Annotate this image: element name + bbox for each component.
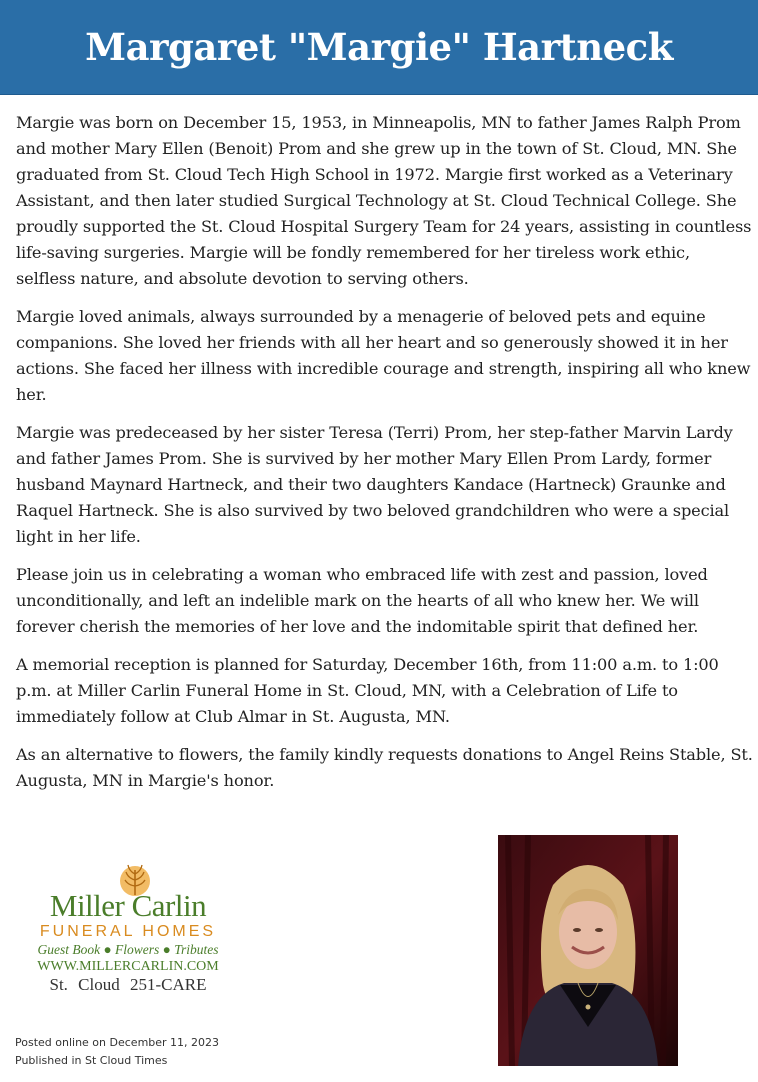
obituary-paragraph: Please join us in celebrating a woman who embraced life with zest and passion, loved unconditionally, and left an indelible mark on the hearts of all who knew her. We will forever cherish the memories of her love and the indomitable spirit that defined her. [16, 565, 708, 636]
portrait-illustration [498, 835, 678, 1066]
page-title: Margaret "Margie" Hartneck [85, 25, 673, 69]
obituary-text [16, 110, 754, 806]
obituary-paragraph: Margie loved animals, always surrounded by a menagerie of beloved pets and equine companions. She loved her friends with all her heart and so generously showed it in her actions. She faced her illness with incredible courage and strength, inspiring all who knew her. [16, 307, 751, 404]
obituary-paragraph: Margie was born on December 15, 1953, in Minneapolis, MN to father James Ralph Prom and mother Mary Ellen (Benoit) Prom and she grew up in the town of St. Cloud, MN. She graduated from St. Cloud Tech High School in 1972. Margie first worked as a Veterinary Assistant, and then later studied Surgical Technology at St. Cloud Technical College. She proudly supported the St. Cloud Hospital Surgery Team for 24 years, assisting in countless life-saving surgeries. Margie will be fondly remembered for her tireless work ethic, selfless nature, and absolute devotion to serving others. [16, 113, 752, 288]
obituary-paragraph: A memorial reception is planned for Saturday, December 16th, from 11:00 a.m. to 1:00 p.m. at Miller Carlin Funeral Home in St. Cloud, MN, with a Celebration of Life to immediately follow at Club Almar in St. Augusta, MN. [16, 655, 719, 726]
funeral-home-website[interactable]: WWW.MILLERCARLIN.COM [37, 959, 219, 974]
obituary-paragraph: Margie was predeceased by her sister Teresa (Terri) Prom, her step-father Marvin Lardy and father James Prom. She is survived by her mother Mary Ellen Prom Lardy, former husband Maynard Hartneck, and their two daughters Kandace (Hartneck) Graunke and Raquel Hartneck. She is also survived by two beloved grandchildren who were a special light in her life. [16, 423, 733, 546]
title-banner [0, 0, 758, 95]
funeral-home-name: Miller Carlin [49, 888, 207, 923]
publication-info [15, 1034, 219, 1070]
funeral-home-phone: St. Cloud 251-CARE [49, 975, 207, 994]
posted-date: Posted online on December 11, 2023 [15, 1036, 220, 1049]
published-in: Published in St Cloud Times [15, 1054, 168, 1067]
funeral-home-logo[interactable] [22, 862, 234, 997]
portrait-photo [498, 835, 678, 1066]
funeral-home-subtitle: FUNERAL HOMES [39, 923, 217, 940]
funeral-home-tagline: Guest Book ● Flowers ● Tributes [37, 942, 219, 957]
obituary-paragraph: As an alternative to flowers, the family kindly requests donations to Angel Reins Stable, St. Augusta, MN in Margie's honor. [16, 745, 753, 790]
